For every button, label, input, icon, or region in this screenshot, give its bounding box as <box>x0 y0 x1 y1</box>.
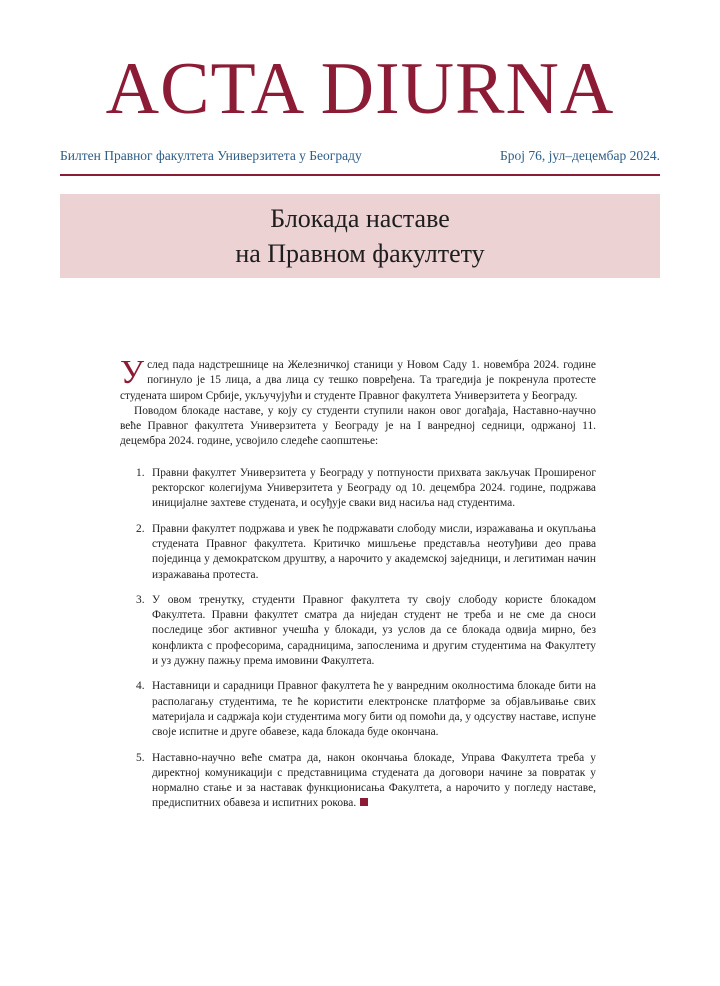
list-item-number: 3. <box>136 593 145 606</box>
list-item-number: 5. <box>136 751 145 764</box>
list-item <box>120 522 596 583</box>
list-item-text: Наставници и сарадници Правног факултета ће у ванредним околностима блокаде бити на располагању студентима, те ће користити електронске платформе за објављивање свих материјала и садржаја који студентима могу бити од помоћи да, у одсуству наставе, испуне своје испитне и друге обавезе, када блокада буде окончана. <box>152 680 596 739</box>
statement-list <box>120 466 596 812</box>
masthead-title: ACTA DIURNA <box>105 48 615 130</box>
list-item-text: У овом тренутку, студенти Правног факултета ту своју слободу користе блокадом Факултета. Правни факултет сматра да ниједан студент не треба и не сме да сноси последице због активног учешћа у блокади, уз услов да се блокада одвија мирно, без конфликта с професорима, сарадницима, запосленима и другим студентима на Факултету и уз дужну пажњу према имовини Факултета. <box>152 593 596 668</box>
paragraph-1-text: след пада надстрешнице на Железничкој станици у Новом Саду 1. новембра 2024. године погинуло је 15 лица, а два лица су тешко повређена. Та трагедија је покренула протесте студената широм Србије, укључујући и студенте Правног факултета Универзитета у Београду. <box>120 359 596 402</box>
list-item-text: Правни факултет подржава и увек ће подржавати слободу мисли, изражавања и окупљања студената Правног факултета. Критичко мишљење представља неотуђиви део права појединца у демократском друштву, а нарочито у академској заједници, и легитиман начин изражавања протеста. <box>152 522 596 581</box>
list-item-number: 2. <box>136 522 145 535</box>
list-item-text: Правни факултет Универзитета у Београду у потпуности прихвата закључак Проширеног ректорског колегијума Универзитета у Београду од 10. децембра 2024. године, подржава иницијалне захтеве студената, и осуђује сваки вид насиља над студентима. <box>152 466 596 510</box>
end-of-article-mark <box>360 798 368 806</box>
headline-box <box>60 194 660 278</box>
headline-line-2: на Правном факултету <box>235 239 485 268</box>
issue-info: Број 76, јул–децембар 2024. <box>499 148 660 163</box>
article-paragraph-2: Поводом блокаде наставе, у коју су студенти ступили након овог догађаја, Наставно-научно веће Правног факултета Универзитета у Београду је на I ванредној седници, одржаној 11. децембра 2024. године, усвојило следеће саопштење: <box>120 404 596 448</box>
drop-cap: У <box>120 354 145 391</box>
list-item <box>120 593 596 669</box>
list-item-text: Наставно-научно веће сматра да, након окончања блокаде, Управа Факултета треба у директној комуникацији с представницима студената да договори начине за повратак у нормално стање и за наставак функционисања Факултета, а нарочито у погледу наставе, предиспитних обавеза и испитних рокова. <box>152 751 596 810</box>
list-item-number: 1. <box>136 466 145 479</box>
list-item <box>120 751 596 812</box>
header-divider <box>60 174 660 176</box>
article-body <box>120 354 596 822</box>
article-paragraph-1 <box>120 354 596 404</box>
list-item <box>120 679 596 740</box>
publication-name: Билтен Правног факултета Универзитета у Београду <box>60 148 362 163</box>
headline-line-1: Блокада наставе <box>270 204 450 233</box>
list-item <box>120 466 596 512</box>
subheader <box>60 148 660 168</box>
list-item-number: 4. <box>136 680 145 693</box>
